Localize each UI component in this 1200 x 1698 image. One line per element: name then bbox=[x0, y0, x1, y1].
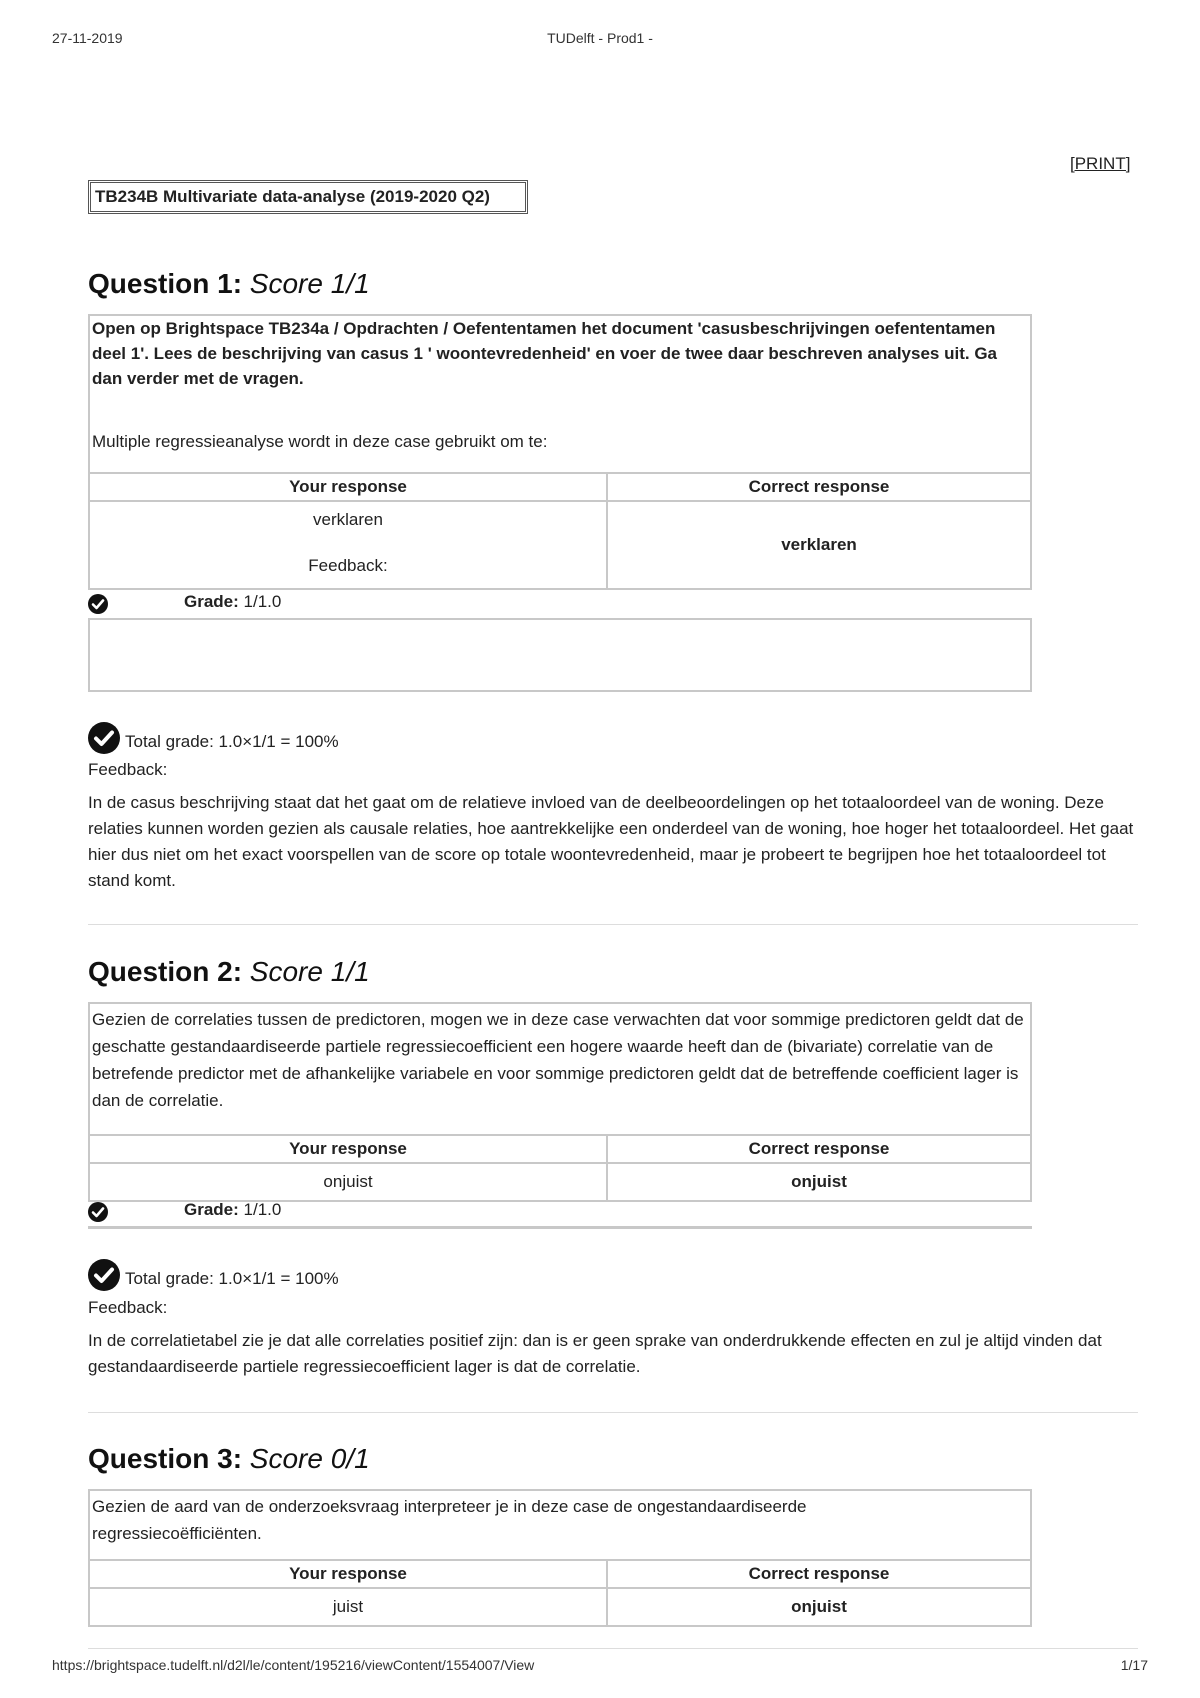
question-1-intro: Open op Brightspace TB234a / Opdrachten / Oefententamen het document 'casusbeschrijvingen oefententamen deel 1'. Lees de beschrijving van casus 1 ' woontevredenheid' en voer de twee daar beschreven analyses uit. Ga dan verder met de vragen. bbox=[92, 319, 997, 388]
question-2-correct-response: onjuist bbox=[607, 1163, 1031, 1201]
question-2-total-grade: Total grade: 1.0×1/1 = 100% bbox=[125, 1269, 339, 1288]
question-2-response-table bbox=[88, 1134, 1032, 1202]
question-1-response-table bbox=[88, 472, 1032, 590]
question-2-box bbox=[88, 1002, 1032, 1136]
question-3-response-table bbox=[88, 1559, 1032, 1627]
your-response-header: Your response bbox=[89, 1560, 607, 1588]
correct-response-header: Correct response bbox=[607, 1135, 1031, 1163]
question-2-grade-rule bbox=[88, 1226, 1032, 1229]
question-2-score: Score 1/1 bbox=[249, 956, 370, 987]
question-1-box bbox=[88, 314, 1032, 474]
question-1-title bbox=[88, 268, 370, 300]
check-circle-icon bbox=[88, 722, 120, 754]
question-1-text: Multiple regressieanalyse wordt in deze case gebruikt om te: bbox=[92, 432, 548, 451]
page-footer-url: https://brightspace.tudelft.nl/d2l/le/content/195216/viewContent/1554007/View bbox=[52, 1657, 535, 1673]
check-circle-icon bbox=[88, 594, 108, 614]
question-2-feedback: In de correlatietabel zie je dat alle correlaties positief zijn: dan is er geen sprake van onderdrukkende effecten en zul je altijd vinden dat gestandaardiseerde partiele regressiecoefficient lager is dat de correlatie. bbox=[88, 1331, 1102, 1376]
question-1-inline-feedback-label: Feedback: bbox=[308, 556, 388, 575]
page-header-date: 27-11-2019 bbox=[52, 30, 123, 46]
check-circle-icon bbox=[88, 1259, 120, 1291]
correct-response-header: Correct response bbox=[607, 473, 1031, 501]
question-1-feedback-label: Feedback: bbox=[88, 760, 168, 779]
question-1-label: Question 1: bbox=[88, 268, 243, 299]
question-separator bbox=[88, 1412, 1138, 1413]
page-footer-page-number: 1/17 bbox=[1120, 1657, 1148, 1673]
check-circle-icon bbox=[88, 1202, 108, 1222]
question-3-score: Score 0/1 bbox=[249, 1443, 370, 1474]
question-1-feedback: In de casus beschrijving staat dat het gaat om de relatieve invloed van de deelbeoordelingen op het totaaloordeel van de woning. Deze relaties kunnen worden gezien als causale relaties, hoe aantrekkelijke een onderdeel van de woning, hoe hoger het totaaloordeel. Het gaat hier dus niet om het exact voorspellen van de score op totale woontevredenheid, maar je probeert te begrijpen hoe het totaaloordeel tot stand komt. bbox=[88, 793, 1134, 890]
question-3-title bbox=[88, 1443, 370, 1475]
question-1-comment-box bbox=[88, 618, 1032, 692]
question-1-your-response: verklaren bbox=[313, 510, 383, 529]
question-2-title bbox=[88, 956, 370, 988]
question-2-text: Gezien de correlaties tussen de predictoren, mogen we in deze case verwachten dat voor sommige predictoren geldt dat de geschatte gestandaardiseerde partiele regressiecoefficient een hogere waarde heeft dan de (bivariate) correlatie van de betrefende predictor met de afhankelijke variabele en voor sommige predictoren geldt dat de betreffende coefficient lager is dan de correlatie. bbox=[92, 1010, 1024, 1110]
question-3-your-response: juist bbox=[89, 1588, 607, 1626]
grade-label: Grade: bbox=[184, 592, 239, 611]
question-1-score: Score 1/1 bbox=[249, 268, 370, 299]
your-response-header: Your response bbox=[89, 1135, 607, 1163]
question-1-correct-response: verklaren bbox=[607, 501, 1031, 589]
course-title: TB234B Multivariate data-analyse (2019-2020 Q2) bbox=[88, 180, 528, 214]
question-separator bbox=[88, 924, 1138, 925]
your-response-header: Your response bbox=[89, 473, 607, 501]
question-separator bbox=[88, 1648, 1138, 1649]
correct-response-header: Correct response bbox=[607, 1560, 1031, 1588]
question-2-label: Question 2: bbox=[88, 956, 243, 987]
question-2-grade-value: 1/1.0 bbox=[243, 1200, 282, 1219]
question-2-feedback-label: Feedback: bbox=[88, 1298, 168, 1317]
page-header-title: TUDelft - Prod1 - bbox=[547, 30, 653, 46]
grade-label: Grade: bbox=[184, 1200, 239, 1219]
question-3-box bbox=[88, 1489, 1032, 1561]
question-1-total-grade: Total grade: 1.0×1/1 = 100% bbox=[125, 732, 339, 751]
print-link[interactable]: [PRINT] bbox=[1070, 154, 1131, 173]
question-1-grade-value: 1/1.0 bbox=[243, 592, 282, 611]
question-3-correct-response: onjuist bbox=[607, 1588, 1031, 1626]
question-2-your-response: onjuist bbox=[89, 1163, 607, 1201]
question-1-your-response-cell bbox=[89, 501, 607, 589]
question-1-grade bbox=[184, 592, 281, 612]
question-3-label: Question 3: bbox=[88, 1443, 243, 1474]
question-2-grade bbox=[184, 1200, 281, 1220]
question-3-text: Gezien de aard van de onderzoeksvraag interpreteer je in deze case de ongestandaardiseerde regressiecoëfficiënten. bbox=[92, 1497, 807, 1543]
